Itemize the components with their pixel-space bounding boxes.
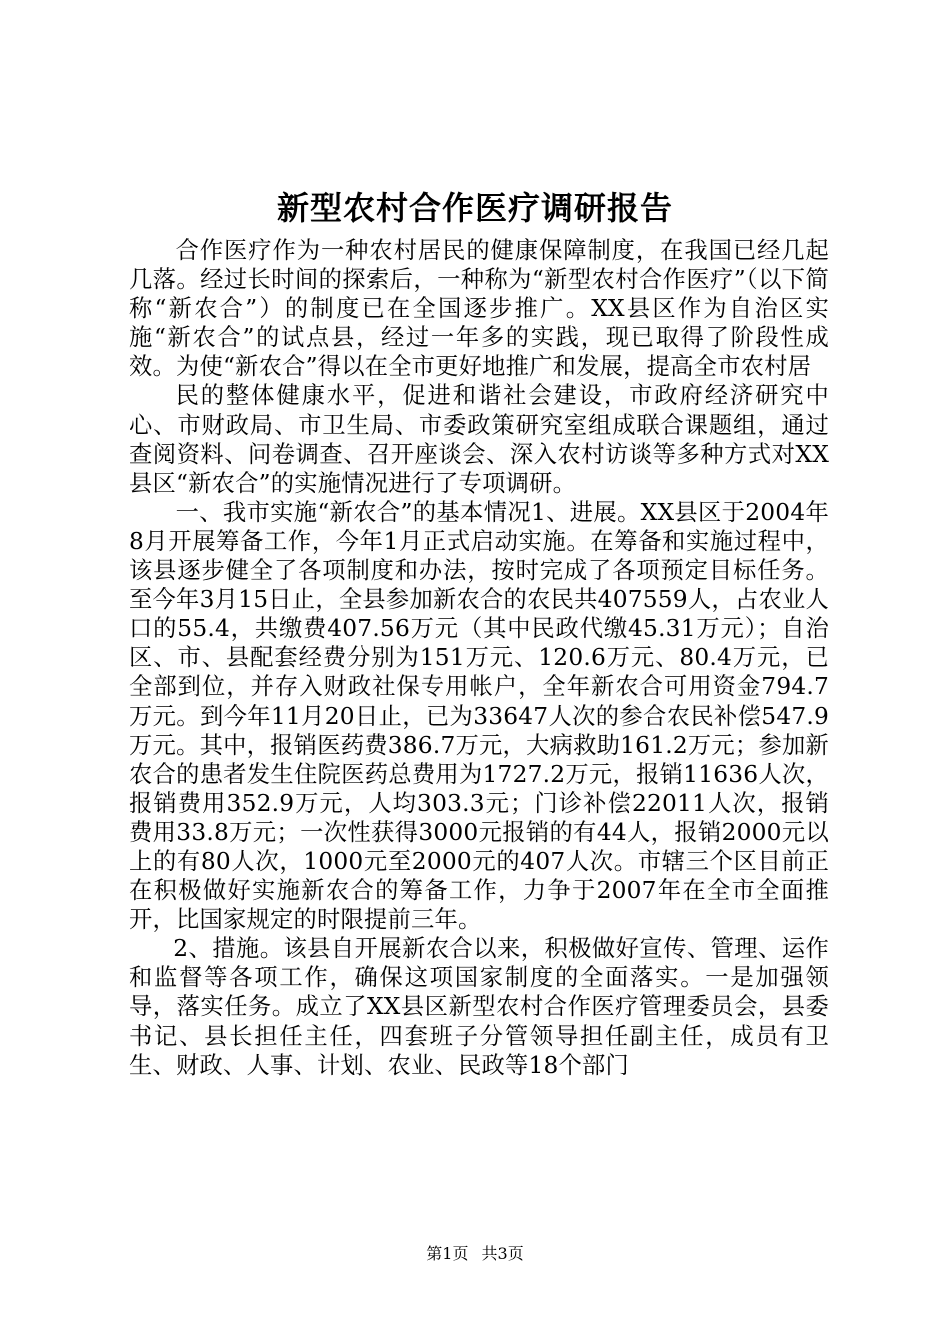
document-body <box>129 236 829 1080</box>
paragraph-measures: 2、措施。该县自开展新农合以来，积极做好宣传、管理、运作和监督等各项工作，确保这项国家制度的全面落实。一是加强领导，落实任务。成立了XX县区新型农村合作医疗管理委员会，县委书记、县长担任主任，四套班子分管领导担任副主任，成员有卫生、财政、人事、计划、农业、民政等18个部门 <box>129 935 829 1079</box>
page-footer <box>0 1243 950 1265</box>
page-number: 第1页 <box>426 1244 469 1263</box>
paragraph-research-overview: 民的整体健康水平，促进和谐社会建设，市政府经济研究中心、市财政局、市卫生局、市委政策研究室组成联合课题组，通过查阅资料、问卷调查、召开座谈会、深入农村访谈等多种方式对XX县区“新农合”的实施情况进行了专项调研。 <box>129 382 829 497</box>
document-title: 新型农村合作医疗调研报告 <box>276 189 673 227</box>
paragraph-intro: 合作医疗作为一种农村居民的健康保障制度，在我国已经几起几落。经过长时间的探索后，一种称为“新型农村合作医疗”（以下简称“新农合”）的制度已在全国逐步推广。XX县区作为自治区实施“新农合”的试点县，经过一年多的实践，现已取得了阶段性成效。为使“新农合”得以在全市更好地推广和发展，提高全市农村居 <box>129 237 829 381</box>
paragraph-basic-situation: 一、我市实施“新农合”的基本情况1、进展。XX县区于2004年8月开展筹备工作，今年1月正式启动实施。在筹备和实施过程中，该县逐步健全了各项制度和办法，按时完成了各项预定目标任务。至今年3月15日止，全县参加新农合的农民共407559人，占农业人口的55.4，共缴费407.56万元（其中民政代缴45.31万元）；自治区、市、县配套经费分别为151万元、120.6万元、80.4万元，已全部到位，并存入财政社保专用帐户，全年新农合可用资金794.7万元。到今年11月20日止，已为33647人次的参合农民补偿547.9万元。其中，报销医药费386.7万元，大病救助161.2万元；参加新农合的患者发生住院医药总费用为1727.2万元，报销11636人次，报销费用352.9万元，人均303.3元；门诊补偿22011人次，报销费用33.8万元；一次性获得3000元报销的有44人，报销2000元以上的有80人次，1000元至2000元的407人次。市辖三个区目前正在积极做好实施新农合的筹备工作，力争于2007年在全市全面推开，比国家规定的时限提前三年。 <box>129 498 829 934</box>
page-total: 共3页 <box>481 1244 524 1263</box>
